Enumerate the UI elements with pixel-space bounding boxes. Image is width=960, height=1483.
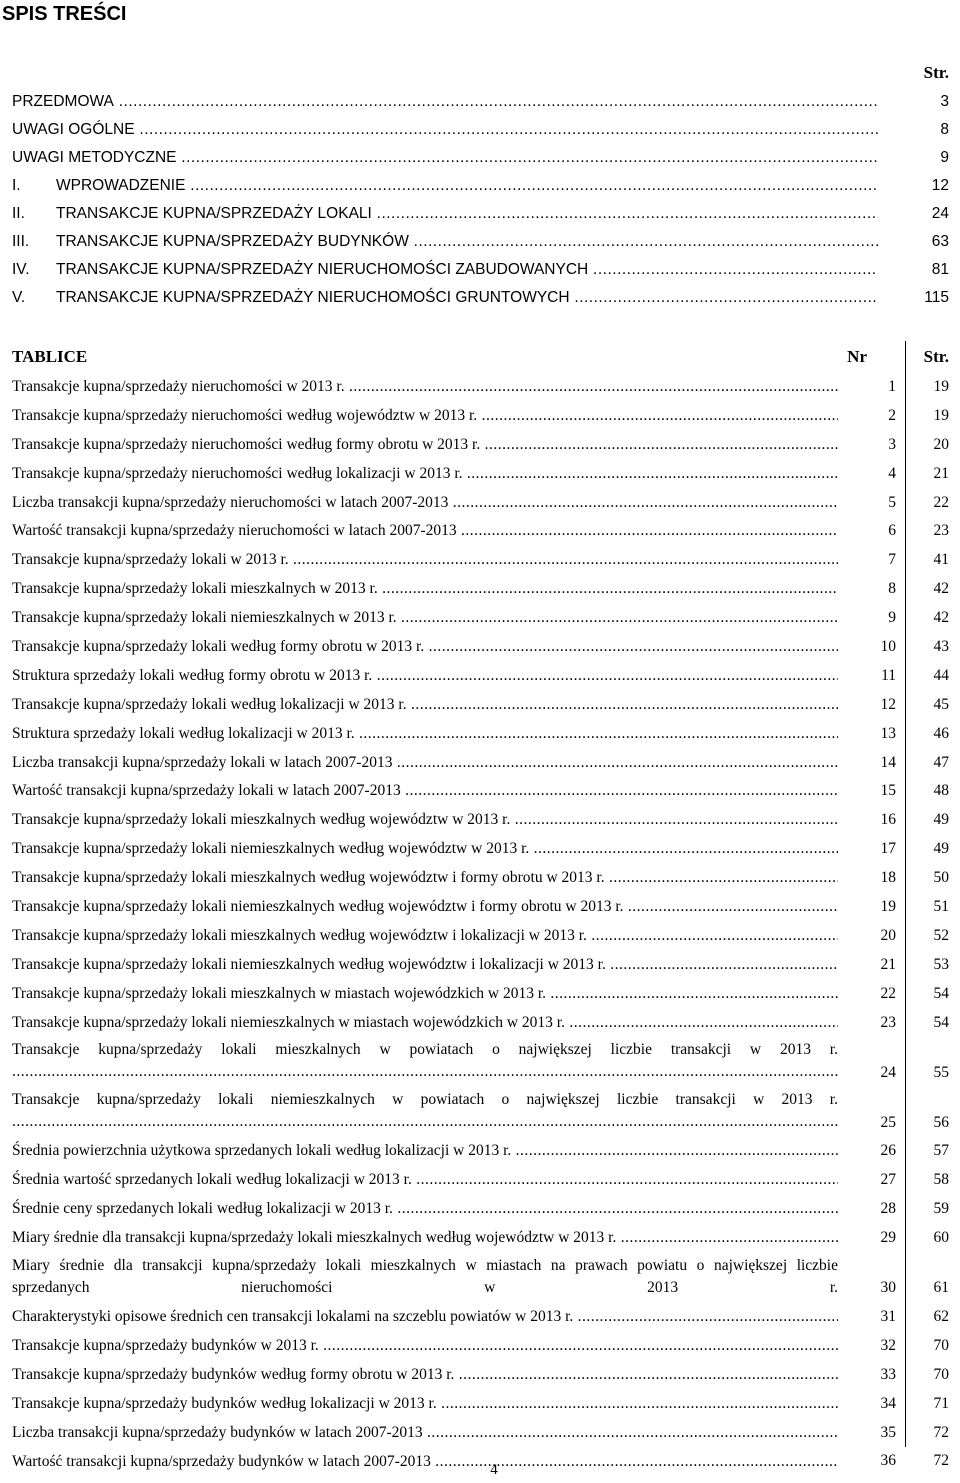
table-entry-page: 61 bbox=[933, 1279, 949, 1297]
page-number: 4 bbox=[490, 1462, 498, 1478]
table-entry-label: Liczba transakcji kupna/sprzedaży budynków w latach 2007-2013 ..... bbox=[12, 1419, 838, 1448]
table-entry-page: 45 bbox=[933, 695, 949, 713]
table-entry[interactable] bbox=[12, 460, 949, 489]
table-entry[interactable] bbox=[12, 777, 949, 806]
toc-entry[interactable] bbox=[12, 88, 949, 116]
tables-heading: TABLICE bbox=[12, 347, 88, 366]
table-entry-label: Transakcje kupna/sprzedaży lokali mieszkalnych według województw i formy obrotu w 2013 r. ..... bbox=[12, 864, 838, 893]
table-entry-page: 49 bbox=[933, 840, 949, 858]
table-entry-label: Transakcje kupna/sprzedaży lokali mieszkalnych w powiatach o największej liczbie transakcji w 2013 r. ..... bbox=[12, 1039, 838, 1083]
table-entry[interactable] bbox=[12, 402, 949, 431]
table-entry[interactable] bbox=[12, 575, 949, 604]
toc-entry-page: 63 bbox=[931, 233, 949, 250]
table-entry-number: 6 bbox=[888, 522, 896, 540]
table-entry-page: 51 bbox=[933, 898, 949, 916]
table-entry[interactable] bbox=[12, 1390, 949, 1419]
table-entry[interactable] bbox=[12, 489, 949, 518]
toc-entry-page: 9 bbox=[940, 149, 949, 166]
tables-list bbox=[12, 373, 949, 1476]
table-entry-number: 9 bbox=[888, 609, 896, 627]
table-entry-label: Liczba transakcji kupna/sprzedaży nieruchomości w latach 2007-2013 ..... bbox=[12, 489, 838, 518]
table-entry-number: 7 bbox=[888, 551, 896, 569]
tables-page-header: Str. bbox=[923, 347, 949, 366]
table-entry[interactable] bbox=[12, 1166, 949, 1195]
table-entry-number: 17 bbox=[880, 840, 896, 858]
toc-entry-label: UWAGI OGÓLNE ..... bbox=[12, 116, 878, 144]
table-entry-label: Transakcje kupna/sprzedaży budynków według formy obrotu w 2013 r. ..... bbox=[12, 1361, 838, 1390]
toc-entry-label: TRANSAKCJE KUPNA/SPRZEDAŻY BUDYNKÓW ..... bbox=[56, 228, 878, 256]
table-entry-number: 28 bbox=[880, 1200, 896, 1218]
table-entry[interactable] bbox=[12, 980, 949, 1009]
toc-entry-label: WPROWADZENIE ..... bbox=[56, 172, 878, 200]
table-entry-page: 49 bbox=[933, 811, 949, 829]
toc-entry-page: 12 bbox=[931, 177, 949, 194]
table-entry[interactable] bbox=[12, 1253, 949, 1303]
table-entry-page: 21 bbox=[933, 464, 949, 482]
table-entry[interactable] bbox=[12, 1009, 949, 1038]
table-entry[interactable] bbox=[12, 1087, 949, 1137]
table-entry-page: 23 bbox=[933, 522, 949, 540]
table-entry-page: 53 bbox=[933, 955, 949, 973]
table-entry-page: 42 bbox=[933, 609, 949, 627]
table-entry-label: Transakcje kupna/sprzedaży lokali niemieszkalnych według województw i formy obrotu w 2013 r. ..... bbox=[12, 893, 838, 922]
table-entry-label: Wartość transakcji kupna/sprzedaży budynków w latach 2007-2013 ..... bbox=[12, 1448, 838, 1477]
table-entry-number: 11 bbox=[881, 666, 896, 684]
table-entry-number: 19 bbox=[880, 898, 896, 916]
table-entry[interactable] bbox=[12, 1037, 949, 1087]
page-column-header: Str. bbox=[923, 63, 949, 82]
table-entry-page: 54 bbox=[933, 984, 949, 1002]
table-entry-number: 22 bbox=[880, 984, 896, 1002]
toc-entry-number: IV. bbox=[12, 261, 30, 278]
table-entry-number: 16 bbox=[880, 811, 896, 829]
table-entry-page: 57 bbox=[933, 1142, 949, 1160]
table-entry-page: 20 bbox=[933, 435, 949, 453]
tables-nr-header: Nr bbox=[847, 347, 867, 366]
table-entry-page: 72 bbox=[933, 1423, 949, 1441]
table-entry[interactable] bbox=[12, 1361, 949, 1390]
toc-entry-page: 24 bbox=[931, 205, 949, 222]
table-entry-page: 52 bbox=[933, 926, 949, 944]
table-entry[interactable] bbox=[12, 922, 949, 951]
toc-entry-number: II. bbox=[12, 205, 25, 222]
toc-entry[interactable] bbox=[12, 116, 949, 144]
table-entry-number: 27 bbox=[880, 1171, 896, 1189]
toc-entry[interactable] bbox=[12, 172, 949, 200]
table-entry-number: 18 bbox=[880, 869, 896, 887]
table-entry-label: Transakcje kupna/sprzedaży lokali niemieszkalnych w 2013 r. ..... bbox=[12, 604, 838, 633]
page-number-footer bbox=[0, 1460, 960, 1480]
table-entry-number: 21 bbox=[880, 955, 896, 973]
table-entry-number: 10 bbox=[880, 638, 896, 655]
table-entry[interactable] bbox=[12, 546, 949, 575]
table-entry-number: 15 bbox=[880, 782, 896, 800]
table-entry-number: 31 bbox=[880, 1308, 896, 1326]
table-entry-label: Transakcje kupna/sprzedaży budynków według lokalizacji w 2013 r. ..... bbox=[12, 1390, 838, 1419]
table-entry-page: 44 bbox=[933, 666, 949, 684]
table-entry-page: 47 bbox=[933, 753, 949, 771]
table-entry-label: Transakcje kupna/sprzedaży nieruchomości w 2013 r. ..... bbox=[12, 373, 838, 402]
table-entry-label: Transakcje kupna/sprzedaży lokali niemieszkalnych według województw w 2013 r. ..... bbox=[12, 835, 838, 864]
toc-entry-number: III. bbox=[12, 233, 30, 250]
table-entry-number: 5 bbox=[888, 493, 896, 511]
table-entry-label: Transakcje kupna/sprzedaży lokali mieszkalnych w 2013 r. ..... bbox=[12, 575, 838, 604]
table-entry-label: Transakcje kupna/sprzedaży lokali niemieszkalnych w miastach wojewódzkich w 2013 r. ..... bbox=[12, 1009, 838, 1038]
table-entry-number: 14 bbox=[880, 753, 896, 771]
toc-entry-label: UWAGI METODYCZNE ..... bbox=[12, 144, 878, 172]
table-entry-number: 8 bbox=[888, 580, 896, 598]
table-entry-page: 56 bbox=[933, 1113, 949, 1131]
toc-entry-label: TRANSAKCJE KUPNA/SPRZEDAŻY NIERUCHOMOŚCI GRUNTOWYCH ..... bbox=[56, 284, 878, 312]
table-entry[interactable] bbox=[12, 373, 949, 402]
table-entry-label: Transakcje kupna/sprzedaży lokali według lokalizacji w 2013 r. ..... bbox=[12, 691, 838, 720]
table-entry[interactable] bbox=[12, 1137, 949, 1166]
table-entry-label: Transakcje kupna/sprzedaży nieruchomości według formy obrotu w 2013 r. ..... bbox=[12, 431, 838, 460]
table-entry-number: 23 bbox=[880, 1013, 896, 1031]
table-entry-label: Transakcje kupna/sprzedaży lokali niemieszkalnych według województw i lokalizacji w 2013 r. ..... bbox=[12, 951, 838, 980]
table-entry-label: Transakcje kupna/sprzedaży lokali niemieszkalnych w powiatach o największej liczbie transakcji w 2013 r. ..... bbox=[12, 1089, 838, 1133]
table-entry-number: 26 bbox=[880, 1142, 896, 1160]
toc-entry-label: TRANSAKCJE KUPNA/SPRZEDAŻY NIERUCHOMOŚCI ZABUDOWANYCH ..... bbox=[56, 256, 878, 284]
table-entry-page: 46 bbox=[933, 724, 949, 742]
table-entry-number: 25 bbox=[880, 1113, 896, 1131]
table-entry[interactable] bbox=[12, 1419, 949, 1448]
table-entry[interactable] bbox=[12, 691, 949, 720]
table-entry-page: 71 bbox=[933, 1394, 949, 1412]
table-entry-number: 20 bbox=[880, 926, 896, 944]
table-entry-label: Struktura sprzedaży lokali według formy obrotu w 2013 r. ..... bbox=[12, 662, 838, 691]
table-entry-number: 29 bbox=[880, 1229, 896, 1247]
table-entry-label: Średnia wartość sprzedanych lokali według lokalizacji w 2013 r. ..... bbox=[12, 1166, 838, 1195]
table-entry[interactable] bbox=[12, 835, 949, 864]
toc-entry-label: PRZEDMOWA ..... bbox=[12, 88, 878, 116]
tables-header bbox=[12, 344, 949, 370]
toc-entry-page: 3 bbox=[940, 93, 949, 110]
table-entry-label: Liczba transakcji kupna/sprzedaży lokali w latach 2007-2013 ..... bbox=[12, 749, 838, 778]
table-entry-number: 33 bbox=[880, 1365, 896, 1383]
table-entry[interactable] bbox=[12, 720, 949, 749]
table-entry-label: Transakcje kupna/sprzedaży budynków w 2013 r. ..... bbox=[12, 1332, 838, 1361]
toc-entry[interactable] bbox=[12, 284, 949, 312]
toc-entry-number: V. bbox=[12, 289, 26, 306]
toc-entry[interactable] bbox=[12, 144, 949, 172]
table-entry-label: Transakcje kupna/sprzedaży nieruchomości według województw w 2013 r. ..... bbox=[12, 402, 838, 431]
table-entry-number: 13 bbox=[880, 724, 896, 742]
table-entry[interactable] bbox=[12, 1303, 949, 1332]
table-entry-number: 2 bbox=[888, 406, 896, 424]
table-entry[interactable] bbox=[12, 951, 949, 980]
table-entry-number: 4 bbox=[888, 464, 896, 482]
toc-entry-label: TRANSAKCJE KUPNA/SPRZEDAŻY LOKALI ..... bbox=[56, 200, 878, 228]
table-entry[interactable] bbox=[12, 431, 949, 460]
table-entry-page: 70 bbox=[933, 1365, 949, 1383]
table-entry-number: 1 bbox=[888, 377, 896, 395]
table-entry-number: 12 bbox=[880, 695, 896, 713]
table-entry[interactable] bbox=[12, 1195, 949, 1224]
table-entry-label: Transakcje kupna/sprzedaży lokali według formy obrotu w 2013 r. ..... bbox=[12, 633, 838, 662]
table-entry-label: Miary średnie dla transakcji kupna/sprzedaży lokali mieszkalnych według województw w 2013 r. ..... bbox=[12, 1224, 838, 1253]
table-entry-page: 19 bbox=[933, 377, 949, 395]
table-entry-label: Wartość transakcji kupna/sprzedaży nieruchomości w latach 2007-2013 ..... bbox=[12, 517, 838, 546]
table-entry-number: 30 bbox=[880, 1279, 896, 1297]
table-entry-label: Struktura sprzedaży lokali według lokalizacji w 2013 r. ..... bbox=[12, 720, 838, 749]
table-entry[interactable] bbox=[12, 662, 949, 691]
table-entry-number: 35 bbox=[880, 1423, 896, 1441]
table-entry-page: 55 bbox=[933, 1063, 949, 1081]
toc-entry-page: 81 bbox=[931, 261, 949, 278]
table-entry-label: Średnia powierzchnia użytkowa sprzedanych lokali według lokalizacji w 2013 r. ..... bbox=[12, 1137, 838, 1166]
table-entry-page: 70 bbox=[933, 1336, 949, 1354]
toc-entry-number: I. bbox=[12, 177, 21, 194]
table-entry-label: Transakcje kupna/sprzedaży lokali mieszkalnych w miastach wojewódzkich w 2013 r. ..... bbox=[12, 980, 838, 1009]
table-entry-page: 42 bbox=[933, 580, 949, 598]
toc-entry[interactable] bbox=[12, 228, 949, 256]
table-entry[interactable] bbox=[12, 1224, 949, 1253]
table-entry[interactable] bbox=[12, 604, 949, 633]
table-entry-label: Transakcje kupna/sprzedaży lokali w 2013 r. ..... bbox=[12, 546, 838, 575]
table-entry-number: 32 bbox=[880, 1336, 896, 1354]
table-entry-page: 19 bbox=[933, 406, 949, 424]
table-entry[interactable] bbox=[12, 893, 949, 922]
table-entry[interactable] bbox=[12, 1332, 949, 1361]
table-entry-label: Transakcje kupna/sprzedaży nieruchomości według lokalizacji w 2013 r. ..... bbox=[12, 460, 838, 489]
table-entry-number: 24 bbox=[880, 1063, 896, 1081]
toc-entry[interactable] bbox=[12, 256, 949, 284]
table-entry[interactable] bbox=[12, 517, 949, 546]
table-entry[interactable] bbox=[12, 864, 949, 893]
table-entry-page: 48 bbox=[933, 782, 949, 800]
table-entry-page: 22 bbox=[933, 493, 949, 511]
table-entry-label: Transakcje kupna/sprzedaży lokali mieszkalnych według województw w 2013 r. ..... bbox=[12, 806, 838, 835]
table-entry-number: 3 bbox=[888, 435, 896, 453]
table-entry-page: 43 bbox=[933, 638, 949, 655]
toc-entry-page: 8 bbox=[940, 121, 949, 138]
table-entry-number: 34 bbox=[880, 1394, 896, 1412]
toc-entry-page: 115 bbox=[924, 289, 949, 306]
table-entry[interactable] bbox=[12, 633, 949, 662]
table-entry-number: 36 bbox=[880, 1452, 896, 1470]
table-entry-label: Charakterystyki opisowe średnich cen transakcji lokalami na szczeblu powiatów w 2013 r. ..... bbox=[12, 1303, 838, 1332]
table-entry-label: Średnie ceny sprzedanych lokali według lokalizacji w 2013 r. ..... bbox=[12, 1195, 838, 1224]
table-entry-page: 54 bbox=[933, 1013, 949, 1031]
table-entry-label: Transakcje kupna/sprzedaży lokali mieszkalnych według województw i lokalizacji w 2013 r. ..... bbox=[12, 922, 838, 951]
table-entry-page: 72 bbox=[933, 1452, 949, 1470]
table-entry-page: 60 bbox=[933, 1229, 949, 1247]
table-entry-label: Miary średnie dla transakcji kupna/sprzedaży lokali mieszkalnych w miastach na prawach powiatu o największej liczbie sprzedanych nieruchomości w 2013 r. ..... bbox=[12, 1255, 838, 1299]
table-entry-page: 50 bbox=[933, 869, 949, 887]
table-entry-page: 62 bbox=[933, 1308, 949, 1326]
chapter-list bbox=[12, 88, 949, 312]
table-entry-page: 58 bbox=[933, 1171, 949, 1189]
page-title: SPIS TREŚCI bbox=[2, 3, 127, 25]
table-entry[interactable] bbox=[12, 749, 949, 778]
table-entry-page: 41 bbox=[933, 551, 949, 569]
table-entry-label: Wartość transakcji kupna/sprzedaży lokali w latach 2007-2013 ..... bbox=[12, 777, 838, 806]
table-entry[interactable] bbox=[12, 806, 949, 835]
table-entry-page: 59 bbox=[933, 1200, 949, 1218]
toc-entry[interactable] bbox=[12, 200, 949, 228]
